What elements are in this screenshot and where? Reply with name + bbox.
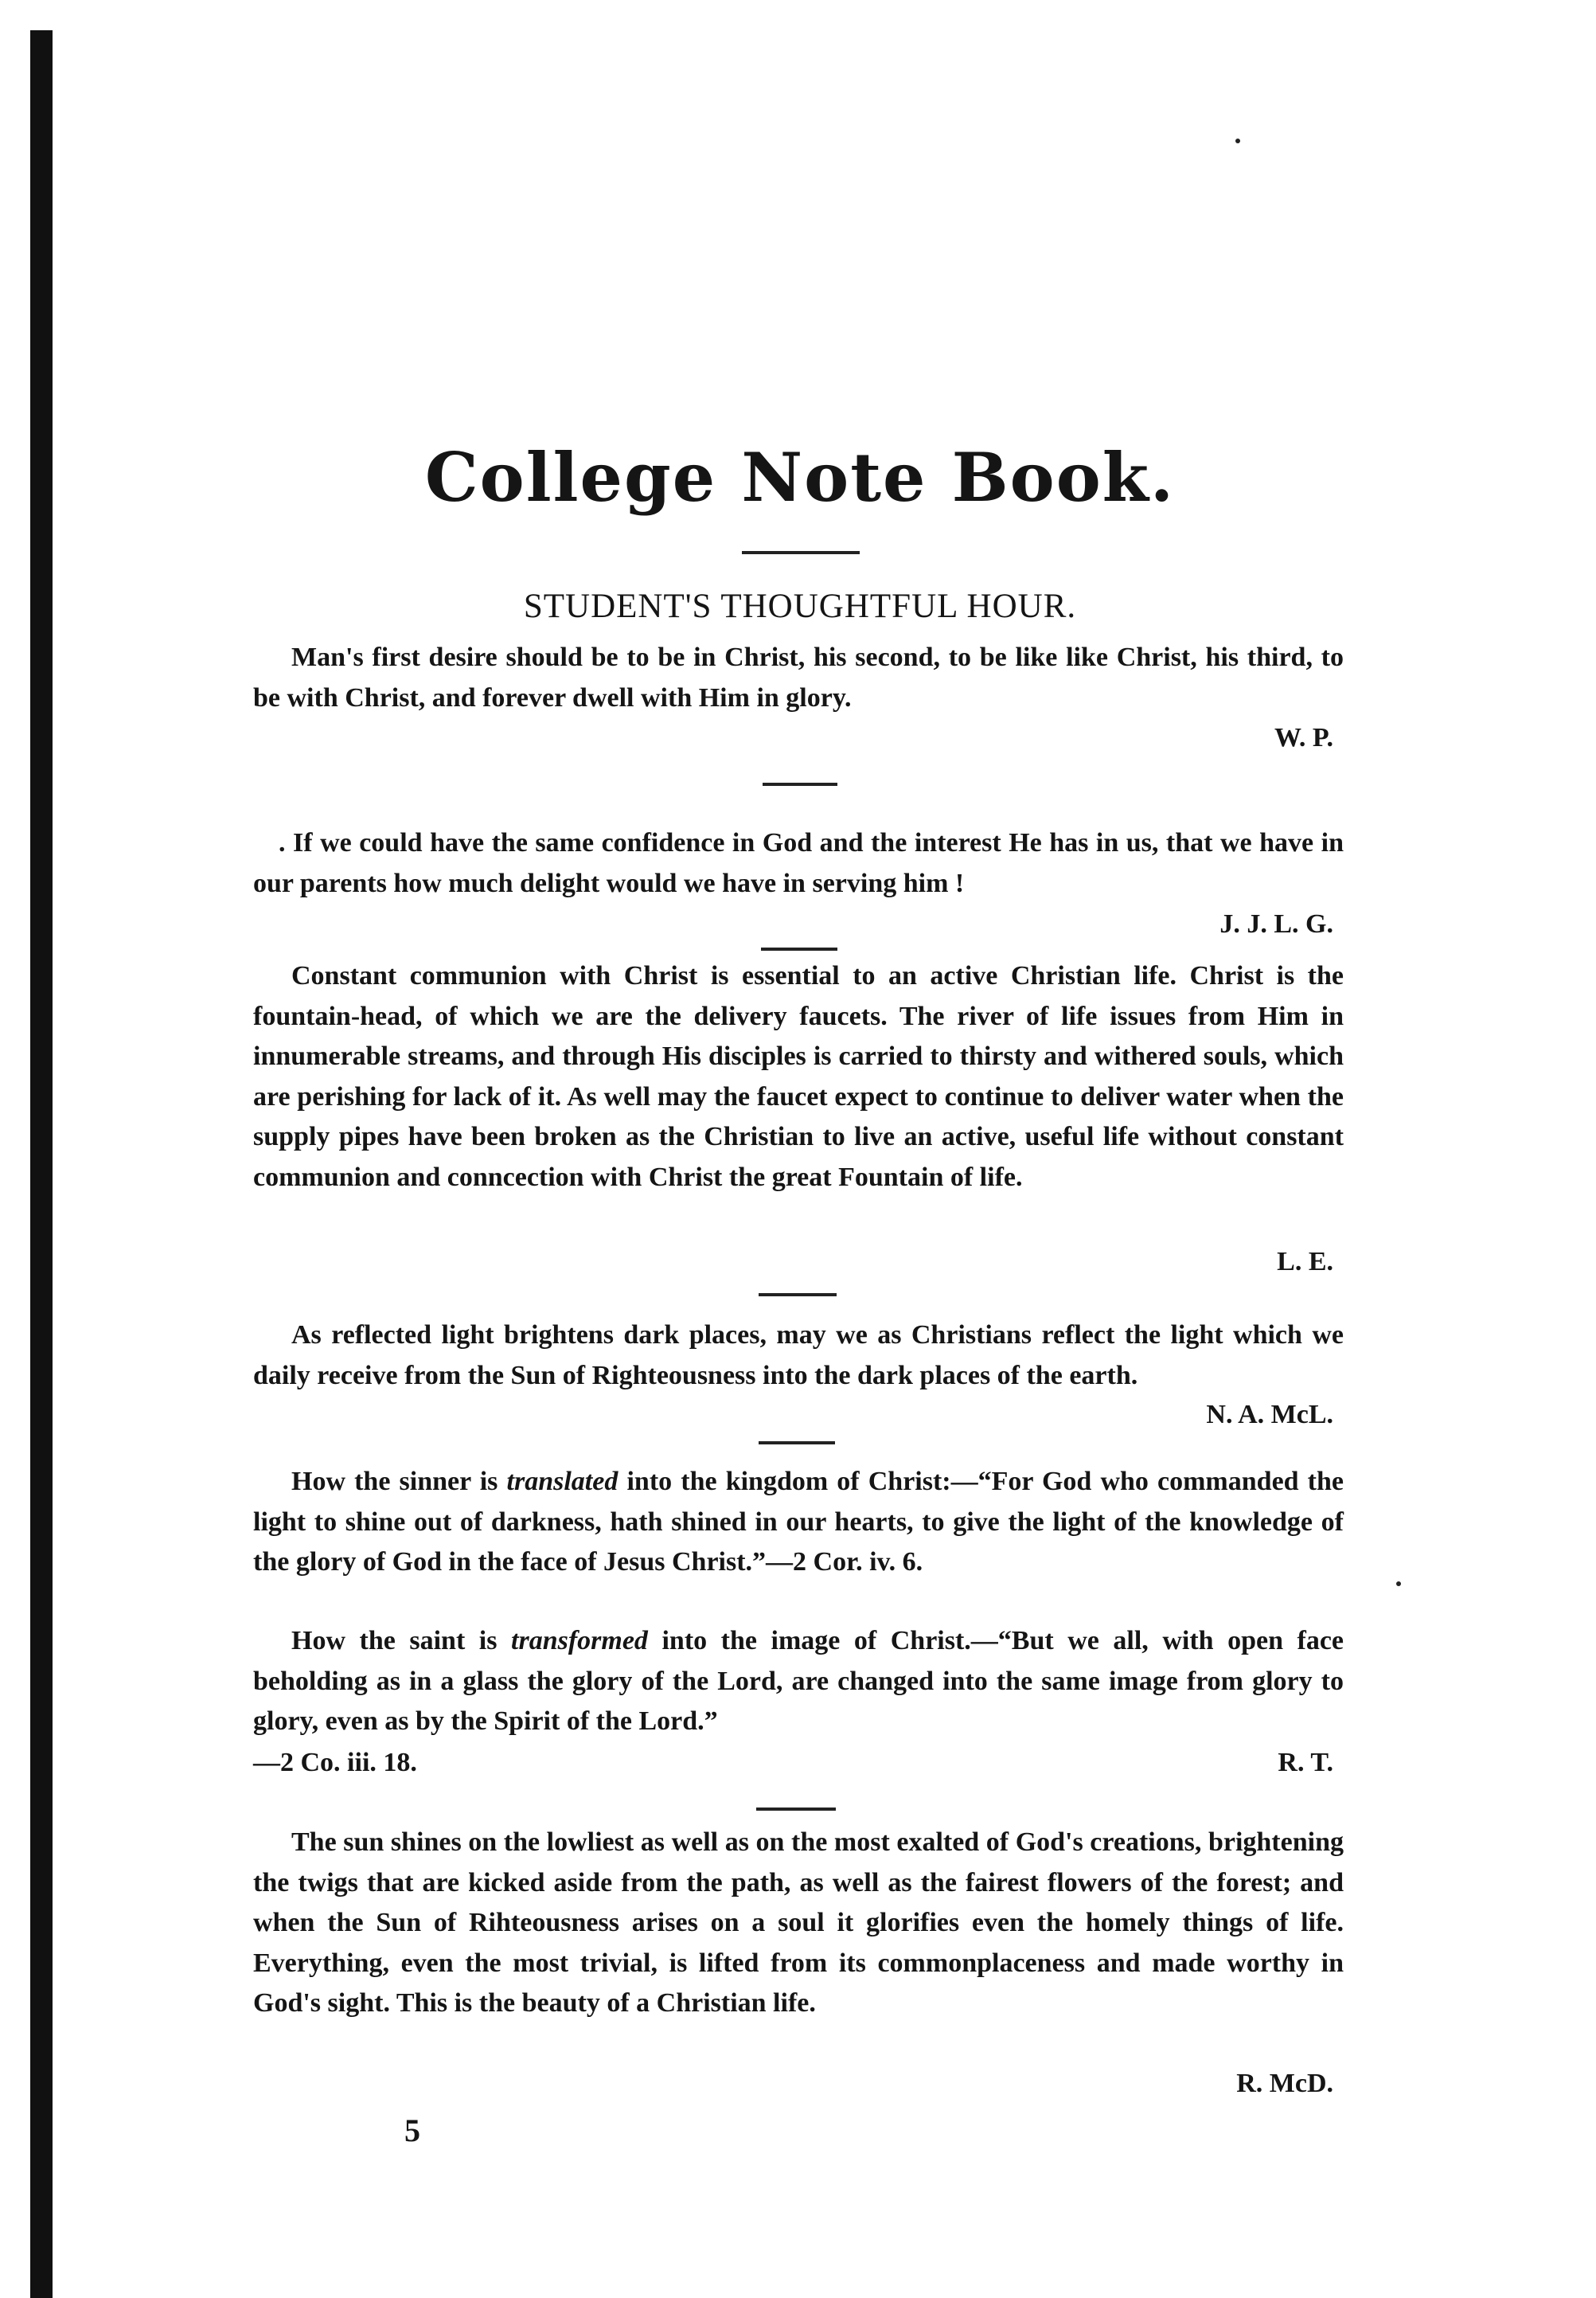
entry-paragraph <box>253 1462 1344 1583</box>
entry-text: into the image of Christ.—“But we all, with open face beholding as in a glass the glory of the Lord, are changed into the same image from glory to glory, even as by the Spirit of the Lord.” <box>253 1626 1344 1736</box>
page-title: College Note Book. <box>424 438 1176 517</box>
entry-signature: L. E. <box>1277 1247 1333 1276</box>
print-speck <box>1235 139 1240 143</box>
entry-paragraph: Constant communion with Christ is essential to an active Christian life. Christ is the fountain-head, of which we are the delivery faucets. The river of life issues from Him in innumerable streams, and through His disciples is carried to thirsty and withered souls, which are perishing for lack of it. As well may the faucet expect to continue to deliver water when the supply pipes have been broken as the Christian to live an active, useful life without constant communion and conncection with Christ the great Fountain of life. <box>253 961 1344 1192</box>
entry-paragraph: Man's first desire should be to be in Christ, his second, to be like like Christ, his third, to be with Christ, and forever dwell with Him in glory. <box>253 643 1344 713</box>
print-speck <box>1396 1581 1401 1586</box>
entry-paragraph: As reflected light brightens dark places, may we as Christians reflect the light which we daily receive from the Sun of Righteousness into the dark places of the earth. <box>253 1320 1344 1390</box>
entry-signature: W. P. <box>1274 723 1333 752</box>
entry-paragraph: . If we could have the same confidence in God and the interest He has in us, that we have in our parents how much delight would we have in serving him ! <box>253 828 1344 898</box>
entry-signature: N. A. McL. <box>1206 1400 1333 1429</box>
entry-divider <box>759 1441 835 1444</box>
section-title: STUDENT'S THOUGHTFUL HOUR. <box>523 588 1077 625</box>
emphasis-word: translated <box>506 1467 618 1496</box>
entry-signature: R. T. <box>1278 1748 1333 1777</box>
entry-divider <box>759 1293 837 1296</box>
entry-text: into the kingdom of Christ:—“For God who commanded the light to shine out of darkness, hath shined in our hearts, to give the light of the knowledge of the glory of God in the face of Jesus Christ.”—2 Cor. iv. 6. <box>253 1467 1344 1577</box>
entry-divider <box>761 948 837 951</box>
entry-divider <box>756 1808 836 1811</box>
scripture-citation: —2 Co. iii. 18. <box>253 1748 417 1777</box>
entry-text: How the saint is <box>291 1626 498 1655</box>
page-number: 5 <box>404 2112 420 2148</box>
entry-paragraph <box>253 1621 1344 1742</box>
entry-divider <box>763 783 837 786</box>
entry-text: How the sinner is <box>291 1467 498 1496</box>
emphasis-word: transformed <box>511 1626 648 1655</box>
entry-paragraph: The sun shines on the lowliest as well as on the most exalted of God's creations, brightening the twigs that are kicked aside from the path, as well as the fairest flowers of the forest; and when the Sun of Rihteousness arises on a soul it glorifies even the homely things of life. Everything, even the most trivial, is lifted from its commonplaceness and made worthy in God's sight. This is the beauty of a Christian life. <box>253 1827 1344 2018</box>
entry-signature: R. McD. <box>1236 2069 1333 2098</box>
title-divider <box>742 551 860 554</box>
binding-edge <box>30 30 53 2298</box>
entry-signature: J. J. L. G. <box>1219 909 1333 939</box>
